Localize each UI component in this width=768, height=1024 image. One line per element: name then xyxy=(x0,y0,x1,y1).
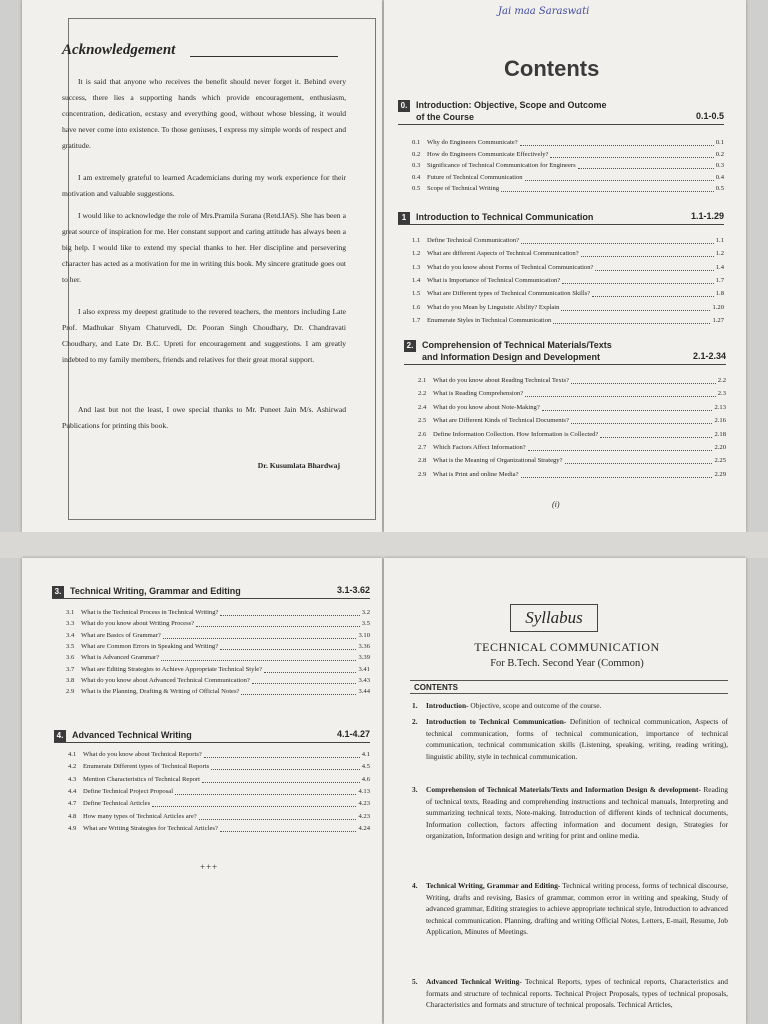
toc-entry xyxy=(66,642,370,652)
toc-entry-page: 0.4 xyxy=(715,173,724,181)
toc-entry-page: 3.41 xyxy=(358,665,370,673)
toc-entry xyxy=(68,787,370,797)
acknowledgement-title: Acknowledgement xyxy=(62,42,176,58)
toc-entry xyxy=(412,184,724,194)
toc-entry-page: 2.13 xyxy=(714,403,726,411)
ack-paragraph-3: I would like to acknowledge the role of Mrs.Pramila Surana (Retd.IAS). She has been a great source of inspiration for me. Her constant support and caring attitude has always been a big help. I would like to extend my special thanks to her. Her discipline and persevering character has acted as a motivation for me in writing this book. My sincere gratitude goes out to her. xyxy=(62,211,346,284)
toc-entry-number: 3.6 xyxy=(66,654,75,662)
toc-entry xyxy=(66,687,370,697)
toc-entry-number: 2.2 xyxy=(418,390,427,398)
syllabus-item xyxy=(412,880,728,938)
toc-entry-page: 3.36 xyxy=(358,642,370,650)
contents-title: Contents xyxy=(504,56,600,81)
section-rule xyxy=(398,224,724,225)
toc-entry-title: What do you know about Reading Technical Texts? xyxy=(433,377,569,384)
toc-entry xyxy=(418,470,726,480)
toc-entry-page: 1.20 xyxy=(712,303,724,311)
toc-entry xyxy=(412,249,724,259)
syllabus-item-number: 5. xyxy=(412,977,418,986)
section-title: Introduction to Technical Communication xyxy=(416,212,594,222)
toc-entry-title: Why do Engineers Communicate? xyxy=(427,139,518,146)
toc-entry-page: 3.43 xyxy=(358,676,370,684)
dot-leader xyxy=(571,423,712,424)
dot-leader xyxy=(520,145,714,146)
toc-entry xyxy=(68,750,370,760)
toc-entry xyxy=(418,416,726,426)
toc-entry xyxy=(418,443,726,453)
syllabus-item-number: 4. xyxy=(412,881,418,890)
toc-entry xyxy=(412,138,724,148)
toc-entry-number: 2.9 xyxy=(66,688,75,696)
dot-leader xyxy=(202,782,360,783)
dot-leader xyxy=(550,157,714,158)
page-spread-gap xyxy=(0,532,768,558)
toc-entry-page: 1.8 xyxy=(715,290,724,298)
syllabus-item xyxy=(412,700,728,712)
toc-entry-page: 2.2 xyxy=(717,377,726,384)
toc-entry-title: What is the Technical Process in Technical Writing? xyxy=(81,609,219,616)
syllabus-item xyxy=(412,784,728,842)
toc-entry-page: 2.16 xyxy=(714,417,726,425)
syllabus-item-heading: Technical Writing, Grammar and Editing- xyxy=(426,881,561,890)
toc-entry-number: 3.7 xyxy=(66,665,75,673)
toc-entry-number: 2.9 xyxy=(418,470,427,478)
dot-leader xyxy=(175,794,356,795)
toc-entry xyxy=(68,812,370,822)
dot-leader xyxy=(525,180,714,181)
section-number-badge: 4. xyxy=(54,730,66,742)
section-rule xyxy=(398,124,724,125)
dot-leader xyxy=(553,323,710,324)
toc-entry-page: 2.20 xyxy=(714,444,726,451)
ack-paragraph-2: I am extremely grateful to learned Academicians during my work experience for their motivation and valuable suggestions. xyxy=(62,173,346,198)
syllabus-item-body: Definition of technical communication, Aspects of technical communication, forms of technical communication, importance of technical communication, technical communication skills (Listening, speaking, writing, reading writing), linguistic ability, style in technical communication. xyxy=(426,717,728,761)
toc-entry-title: What are Writing Strategies for Technical Articles? xyxy=(83,824,218,832)
section-title: Comprehension of Technical Materials/Texts xyxy=(422,340,612,350)
dot-leader xyxy=(196,626,360,627)
section-number-badge: 3. xyxy=(52,586,64,598)
section-rule xyxy=(52,598,370,599)
dot-leader xyxy=(501,191,714,192)
handwritten-note: Jai maa Saraswati xyxy=(498,6,590,17)
toc-entry-title: Which Factors Affect Information? xyxy=(433,444,526,451)
toc-entry-title: What is Advanced Grammar? xyxy=(81,654,160,662)
toc-entry-page: 4.24 xyxy=(358,824,370,832)
syllabus-subject: TECHNICAL COMMUNICATION xyxy=(474,640,660,654)
toc-entry-number: 3.8 xyxy=(66,676,75,684)
toc-entry-title: Scope of Technical Writing xyxy=(427,185,500,192)
toc-entry-title: What are Different types of Technical Communication Skills? xyxy=(427,290,591,298)
toc-entry-number: 1.7 xyxy=(412,316,421,324)
ack-paragraph-4: I also express my deepest gratitude to the revered teachers, the mentors including Late Prof. Madhukar Shyam Chaturvedi, Dr. Pooran Singh Choudhary, Dr. Chandravati Choudhary, and Late Dr. B.C. Upreti for encouragement and suggestions. I am greatly indebted to my family members, friends and relatives for their great moral support. xyxy=(62,307,346,364)
toc-entry xyxy=(66,653,370,663)
dot-leader xyxy=(163,638,356,639)
section-title-continued: of the Course xyxy=(416,112,475,122)
toc-entry-page: 1.1 xyxy=(715,237,724,244)
toc-entry-page: 3.10 xyxy=(358,631,370,639)
toc-entry xyxy=(418,456,726,466)
toc-entry-number: 2.5 xyxy=(418,417,427,425)
section-number-badge: 1 xyxy=(398,212,410,224)
syllabus-item-heading: Advanced Technical Writing- xyxy=(426,977,522,986)
toc-entry-number: 0.5 xyxy=(412,185,421,192)
toc-entry-number: 1.1 xyxy=(412,237,421,244)
dot-leader xyxy=(220,831,356,832)
dot-leader xyxy=(252,683,356,684)
dot-leader xyxy=(528,450,712,451)
section-page-range: 4.1-4.27 xyxy=(336,729,370,739)
toc-entry-number: 0.2 xyxy=(412,150,421,158)
toc-entry-title: What do you know about Forms of Technical Communication? xyxy=(427,263,594,271)
syllabus-title-box xyxy=(510,604,598,632)
toc-entry-page: 2.18 xyxy=(714,430,726,438)
toc-entry xyxy=(68,775,370,785)
toc-entry xyxy=(66,631,370,641)
syllabus-item-body: Technical Reports, types of technical reports, Characteristics and formats and structure of technical reports. Technical Project Proposals, types of technical proposals, Characteristics and formats and structure of technical proposals. Technical Articles, xyxy=(426,977,728,1010)
dot-leader xyxy=(595,270,714,271)
toc-entry-page: 4.23 xyxy=(358,800,370,808)
toc-entry xyxy=(66,608,370,618)
toc-entry-number: 3.3 xyxy=(66,620,75,628)
toc-entry-number: 1.6 xyxy=(412,303,421,311)
toc-entry-title: What is the Planning, Drafting & Writing of Official Notes? xyxy=(81,688,240,696)
toc-entry-title: What do you know about Writing Process? xyxy=(81,620,195,628)
toc-entry-number: 4.7 xyxy=(68,800,77,808)
toc-entry-title: Enumerate Different types of Technical Reports xyxy=(83,763,210,771)
toc-entry-page: 1.7 xyxy=(715,276,724,284)
toc-entry-page: 3.5 xyxy=(361,620,370,628)
toc-entry-number: 3.5 xyxy=(66,642,75,650)
toc-entry-title: Define Technical Project Proposal xyxy=(83,787,174,795)
toc-entry-page: 4.13 xyxy=(358,787,370,795)
syllabus-item-heading: Introduction- xyxy=(426,701,469,710)
syllabus-contents-label: CONTENTS xyxy=(410,680,728,694)
toc-entry-number: 2.4 xyxy=(418,403,427,411)
toc-entry-page: 2.29 xyxy=(714,470,726,478)
toc-entry-title: Significance of Technical Communication for Engineers xyxy=(427,162,576,169)
section-page-range: 3.1-3.62 xyxy=(336,585,370,595)
toc-entry-title: What is Print and online Media? xyxy=(433,470,519,478)
section-rule xyxy=(404,364,726,365)
toc-entry-number: 2.7 xyxy=(418,444,427,451)
dot-leader xyxy=(600,437,712,438)
section-rule xyxy=(54,742,370,743)
toc-entry xyxy=(412,289,724,299)
toc-entry-page: 1.4 xyxy=(715,263,724,271)
dot-leader xyxy=(565,463,712,464)
toc-entry xyxy=(412,276,724,286)
toc-entry-page: 0.2 xyxy=(715,150,724,158)
toc-entry-title: What do you know about Note-Making? xyxy=(433,403,540,411)
toc-entry-page: 0.3 xyxy=(715,162,724,169)
section-title: Introduction: Objective, Scope and Outcome xyxy=(416,100,607,110)
dot-leader xyxy=(220,649,356,650)
toc-entry-number: 4.9 xyxy=(68,824,77,832)
syllabus-item xyxy=(412,976,728,1011)
toc-entry xyxy=(412,303,724,313)
toc-entry xyxy=(418,403,726,413)
toc-entry-page: 3.2 xyxy=(361,609,370,616)
dot-leader xyxy=(561,310,710,311)
syllabus-item-body: Technical writing process, forms of technical discourse, Writing, drafts and revising, Basics of grammar, common error in writing and speaking, Study of advanced grammar, Editing strategies to achieve appropriate technical style, Introduction to advanced technical communication. Planning, drafting and writing Official Notes, Letters, E-mail, Resume, Job Application, Minutes of Meetings. xyxy=(426,881,728,937)
toc-entry-page: 0.1 xyxy=(715,139,724,146)
section-end-mark: +++ xyxy=(200,862,219,872)
toc-entry-page: 3.44 xyxy=(358,688,370,696)
toc-entry-title: What are Basics of Grammar? xyxy=(81,631,161,639)
toc-entry xyxy=(66,619,370,629)
syllabus-item-body: Reading of technical texts, Reading and comprehending instructions and technical manuals, Interpreting and summarizing technical texts, Note-making. Introduction of different kinds of technical documents, Information collection, factors affecting information and document design, Strategies for organization, Information design and writing for print and online media. xyxy=(426,785,728,841)
toc-entry xyxy=(418,376,726,386)
toc-entry-title: What do you know about Technical Reports? xyxy=(83,751,202,758)
section-title: Advanced Technical Writing xyxy=(72,730,192,740)
toc-entry-title: Define Information Collection. How Information is Collected? xyxy=(433,430,599,438)
title-underline xyxy=(190,56,338,57)
toc-entry-title: Future of Technical Communication xyxy=(427,173,523,181)
dot-leader xyxy=(241,694,356,695)
toc-entry-page: 4.6 xyxy=(361,775,370,783)
toc-entry xyxy=(412,150,724,160)
dot-leader xyxy=(152,806,356,807)
toc-entry xyxy=(412,263,724,273)
author-signature: Dr. Kusumlata Bhardwaj xyxy=(257,461,340,470)
toc-entry-title: What are Common Errors in Speaking and Writing? xyxy=(81,642,219,650)
toc-entry xyxy=(66,676,370,686)
page-folio: (i) xyxy=(552,500,560,509)
toc-entry-title: What do you know about Advanced Technical Communication? xyxy=(81,676,250,684)
dot-leader xyxy=(542,410,712,411)
toc-entry-page: 1.27 xyxy=(712,316,724,324)
toc-entry-number: 4.2 xyxy=(68,763,77,771)
toc-entry-title: What is Importance of Technical Communication? xyxy=(427,276,561,284)
toc-entry-number: 4.8 xyxy=(68,812,77,820)
toc-entry-title: What are Editing Strategies to Achieve Appropriate Technical Style? xyxy=(81,665,263,673)
toc-entry-page: 2.3 xyxy=(717,390,726,398)
toc-entry-title: What do you Mean by Linguistic Ability? Explain xyxy=(427,303,560,311)
syllabus-item-heading: Comprehension of Technical Materials/Texts and Information Design & development- xyxy=(426,785,701,794)
toc-entry-title: What is the Meaning of Organizational Strategy? xyxy=(433,457,563,465)
toc-entry-title: Define Technical Articles xyxy=(83,800,151,808)
section-page-range: 1.1-1.29 xyxy=(690,211,724,221)
toc-entry-number: 3.4 xyxy=(66,631,75,639)
toc-entry-number: 1.3 xyxy=(412,263,421,271)
toc-entry-title: Define Technical Communication? xyxy=(427,237,520,244)
toc-entry-number: 0.3 xyxy=(412,162,421,169)
toc-entry-number: 1.2 xyxy=(412,250,421,258)
dot-leader xyxy=(204,757,360,758)
toc-entry-page: 3.39 xyxy=(358,654,370,662)
syllabus-item-number: 3. xyxy=(412,785,418,794)
dot-leader xyxy=(525,396,716,397)
toc-entry-title: Enumerate Styles in Technical Communication xyxy=(427,316,552,324)
section-number-badge: 2. xyxy=(404,340,416,352)
toc-entry-number: 1.4 xyxy=(412,276,421,284)
section-number-badge: 0. xyxy=(398,100,410,112)
ack-paragraph-5: And last but not the least, I owe special thanks to Mr. Puneet Jain M/s. Ashirwad Publications for printing this book. xyxy=(62,405,346,430)
toc-entry-number: 0.4 xyxy=(412,173,421,181)
dot-leader xyxy=(161,660,356,661)
toc-entry xyxy=(68,762,370,772)
dot-leader xyxy=(562,283,714,284)
dot-leader xyxy=(578,168,714,169)
toc-entry xyxy=(68,799,370,809)
toc-entry-title: How many types of Technical Articles are? xyxy=(83,812,197,820)
toc-entry-title: Mention Characteristics of Technical Report xyxy=(83,775,200,783)
syllabus-item xyxy=(412,716,728,762)
toc-entry-number: 4.4 xyxy=(68,787,77,795)
toc-entry-page: 4.23 xyxy=(358,812,370,820)
dot-leader xyxy=(220,615,360,616)
toc-entry-number: 2.8 xyxy=(418,457,427,465)
toc-entry-title: What are different Aspects of Technical Communication? xyxy=(427,250,579,258)
section-page-range: 2.1-2.34 xyxy=(692,351,726,361)
toc-entry xyxy=(412,161,724,171)
ack-paragraph-1: It is said that anyone who receives the benefit should never forget it. Behind every success, there lies a supporting hands which provide encouragement, enthusiasm, concentration, dedication, ecstasy and everything good, without whose blessing, it would have never come into existence. To those geniuses, I express my simple words of respect and gratitude. xyxy=(62,77,346,150)
toc-entry xyxy=(66,665,370,675)
dot-leader xyxy=(199,819,356,820)
dot-leader xyxy=(571,383,716,384)
toc-entry-page: 0.5 xyxy=(715,185,724,192)
toc-entry-number: 4.1 xyxy=(68,751,77,758)
toc-entry-number: 1.5 xyxy=(412,290,421,298)
toc-entry-number: 3.1 xyxy=(66,609,75,616)
toc-entry-page: 1.2 xyxy=(715,250,724,258)
dot-leader xyxy=(264,672,356,673)
toc-entry-page: 2.25 xyxy=(714,457,726,465)
section-title-continued: and Information Design and Development xyxy=(422,352,601,362)
syllabus-item-body: Objective, scope and outcome of the course. xyxy=(468,701,602,710)
toc-entry-number: 2.6 xyxy=(418,430,427,438)
dot-leader xyxy=(211,769,360,770)
toc-entry xyxy=(412,173,724,183)
dot-leader xyxy=(521,477,712,478)
toc-entry-title: How do Engineers Communicate Effectively? xyxy=(427,150,549,158)
toc-entry-page: 4.5 xyxy=(361,763,370,771)
toc-entry xyxy=(412,236,724,246)
section-title: Technical Writing, Grammar and Editing xyxy=(70,586,241,596)
toc-entry-title: What are Different Kinds of Technical Documents? xyxy=(433,417,569,425)
toc-entry-number: 4.3 xyxy=(68,775,77,783)
toc-entry-page: 4.1 xyxy=(361,751,370,758)
toc-entry-number: 0.1 xyxy=(412,139,421,146)
syllabus-course: For B.Tech. Second Year (Common) xyxy=(490,658,644,669)
dot-leader xyxy=(592,296,714,297)
syllabus-item-heading: Introduction to Technical Communication- xyxy=(426,717,567,726)
toc-entry xyxy=(412,316,724,326)
toc-entry-number: 2.1 xyxy=(418,377,427,384)
dot-leader xyxy=(521,243,714,244)
section-page-range: 0.1-0.5 xyxy=(695,111,724,121)
syllabus-title: Syllabus xyxy=(525,608,583,627)
syllabus-item-number: 1. xyxy=(412,701,418,710)
toc-entry xyxy=(68,824,370,834)
toc-entry xyxy=(418,389,726,399)
syllabus-item-number: 2. xyxy=(412,717,418,726)
dot-leader xyxy=(581,256,714,257)
toc-entry xyxy=(418,430,726,440)
toc-entry-title: What is Reading Comprehension? xyxy=(433,390,524,398)
